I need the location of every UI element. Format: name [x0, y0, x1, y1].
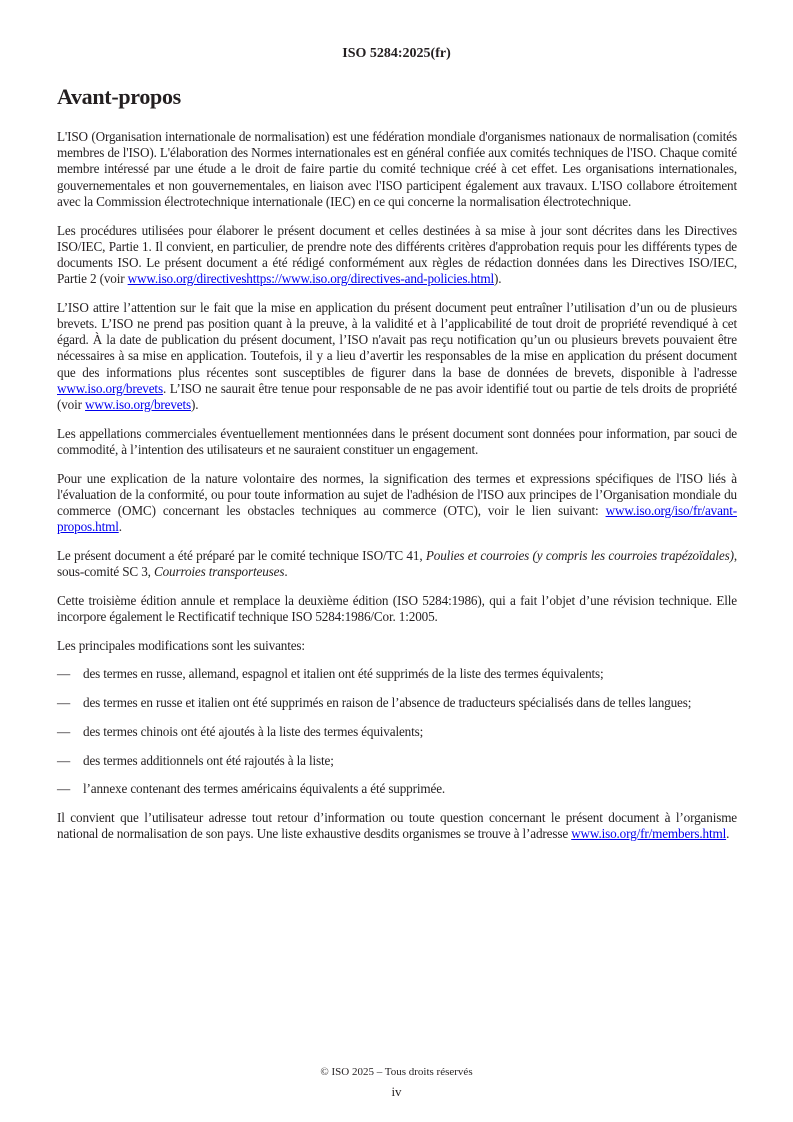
paragraph-voluntary-nature — [57, 471, 737, 536]
foreword-link[interactable]: www.iso.org/iso/fr/avant-propos.html — [57, 503, 737, 535]
dash-bullet: — — [57, 666, 71, 682]
text: Le présent document a été préparé par le comité technique ISO/TC 41, — [57, 547, 426, 563]
text: . L’ISO ne saurait être tenue pour responsable de ne pas avoir identifié tout ou partie de tels droits de propriété (voir — [57, 380, 737, 413]
text: Pour une explication de la nature volontaire des normes, la signification des termes et expressions spécifiques de l'ISO liés à l'évaluation de la conformité, ou pour toute information au sujet de l'adhésion de l'ISO aux principes de l’Organisation mondiale du commerce (OMC) concernant les obstacles techniques au commerce (OTC), voir le lien suivant: — [57, 470, 737, 519]
text: ). — [494, 271, 502, 287]
patents-link[interactable]: www.iso.org/brevets — [57, 380, 163, 396]
list-item-text: des termes en russe et italien ont été supprimés en raison de l’absence de traducteurs spécialisés dans de telles langues; — [83, 695, 692, 711]
patents-link-2[interactable]: www.iso.org/brevets — [85, 397, 191, 413]
subcommittee-title: Courroies transporteuses — [153, 564, 285, 580]
text: . — [726, 826, 730, 842]
dash-bullet: — — [57, 781, 71, 797]
dash-bullet: — — [57, 695, 71, 711]
dash-bullet: — — [57, 723, 71, 739]
committee-title: Poulies et courroies (y compris les courroies trapézoïdales) — [425, 547, 734, 563]
document-header: ISO 5284:2025(fr) — [342, 46, 451, 61]
paragraph-procedures — [57, 223, 737, 288]
page-number: iv — [391, 1084, 402, 1099]
list-item — [57, 666, 737, 682]
list-item — [57, 753, 737, 769]
text: . — [284, 564, 288, 580]
paragraph-committee — [57, 548, 737, 580]
paragraph-trade-names: Les appellations commerciales éventuellement mentionnées dans le présent document sont données pour information, par souci de commodité, à l’intention des utilisateurs et ne sauraient constituer un engagement. — [57, 425, 737, 457]
list-item-text: des termes en russe, allemand, espagnol et italien ont été supprimés de la liste des termes équivalents; — [83, 666, 604, 682]
list-item — [57, 781, 737, 797]
list-item — [57, 695, 737, 711]
paragraph-feedback — [57, 810, 737, 842]
text: Il convient que l’utilisateur adresse tout retour d’information ou toute question concernant le présent document à l’organisme national de normalisation de son pays. Une liste exhaustive desdits organismes se trouve à l’adresse — [57, 810, 737, 842]
paragraph-changes-intro: Les principales modifications sont les suivantes: — [57, 637, 305, 653]
paragraph-iso-intro: L'ISO (Organisation internationale de normalisation) est une fédération mondiale d'organismes nationaux de normalisation (comités membres de l'ISO). L'élaboration des Normes internationales est en général confiée aux comités techniques de l'ISO. Chaque comité membre intéressé par une étude a le droit de faire partie du comité technique créé à cet effet. Les organisations internationales, gouvernementales et non gouvernementales, en liaison avec l'ISO participent également aux travaux. L'ISO collabore étroitement avec la Commission électrotechnique internationale (IEC) en ce qui concerne la normalisation électrotechnique. — [57, 129, 737, 209]
dash-bullet: — — [57, 752, 71, 768]
copyright-footer: © ISO 2025 – Tous droits réservés — [320, 1066, 473, 1078]
list-item-text: des termes additionnels ont été rajoutés à la liste; — [83, 752, 334, 768]
section-title: Avant-propos — [57, 84, 181, 109]
paragraph-edition: Cette troisième édition annule et remplace la deuxième édition (ISO 5284:1986), qui a fait l’objet d’une révision technique. Elle incorpore également le Rectificatif technique ISO 5284:1986/Cor. 1:2005. — [57, 592, 737, 625]
paragraph-patents — [57, 300, 737, 413]
members-link[interactable]: www.iso.org/fr/members.html — [571, 826, 727, 842]
document-body — [57, 129, 737, 855]
list-item-text: des termes chinois ont été ajoutés à la liste des termes équivalents; — [83, 723, 424, 739]
text: , sous-comité SC 3, — [57, 547, 738, 580]
text: L’ISO attire l’attention sur le fait que la mise en application du présent document peut entraîner l’utilisation d’un ou de plusieurs brevets. L’ISO ne prend pas position quant à la preuve, à la validité et à l’applicabilité de tout droit de propriété revendiqué à cet égard. À la date de publication du présent document, l’ISO n'avait pas reçu notification qu’un ou plusieurs brevets pouvaient être nécessaires à sa mise en application. Toutefois, il y a lieu d’avertir les responsables de la mise en application du présent document que des informations plus récentes sont susceptibles de figurer dans la base de données de brevets, disponible à l'adresse — [57, 299, 737, 380]
directives-link[interactable]: www.iso.org/directiveshttps://www.iso.org/directives-and-policies.html — [127, 271, 495, 287]
list-item — [57, 724, 737, 740]
list-item-text: l’annexe contenant des termes américains équivalents a été supprimée. — [83, 781, 446, 797]
text: Les procédures utilisées pour élaborer le présent document et celles destinées à sa mise à jour sont décrites dans les Directives ISO/IEC, Partie 1. Il convient, en particulier, de prendre note des différents critères d'approbation requis pour les différents types de documents ISO. Le présent document a été rédigé conformément aux règles de rédaction données dans les Directives ISO/IEC, Partie 2 (voir — [57, 222, 737, 287]
text: ). — [190, 397, 199, 413]
text: . — [118, 519, 122, 535]
